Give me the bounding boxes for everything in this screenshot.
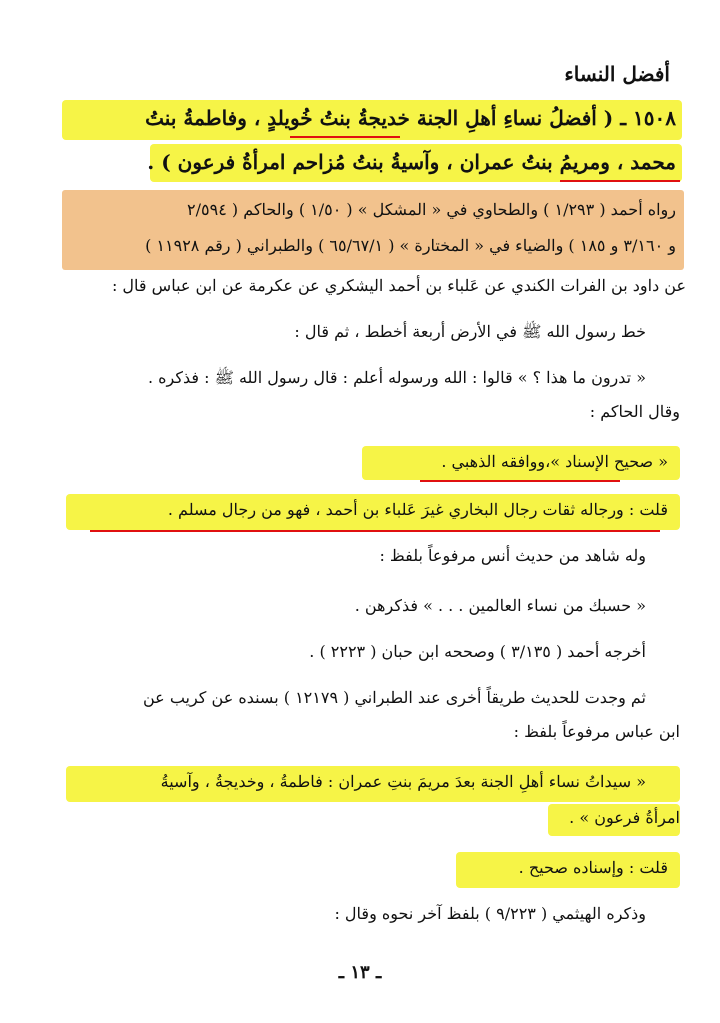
sahih-text: « صحيح الإسناد »،ووافقه الذهبي . — [441, 452, 668, 471]
underline-1 — [290, 136, 400, 138]
haythami-text: وذكره الهيثمي ( ٩/٢٢٣ ) بلفظ آخر نحوه وقال : — [334, 904, 646, 923]
page-number: ـ ١٣ ـ — [338, 962, 382, 983]
tadruna-text: « تدرون ما هذا ؟ » قالوا : الله ورسوله أعلم : قال رسول الله ﷺ : فذكره . — [147, 368, 646, 387]
hadith-line-2: محمد ، ومريمُ بنتُ عمران ، وآسيةُ بنتُ مُزاحم امرأةُ فرعون ) . — [147, 150, 676, 174]
takhrij-line-1: رواه أحمد ( ١/٢٩٣ ) والطحاوي في « المشكل » ( ١/٥٠ ) والحاكم ( ٢/٥٩٤ — [187, 200, 676, 219]
qultu2-text: قلت : وإسناده صحيح . — [518, 858, 668, 877]
hasbuka-text: « حسبك من نساء العالمين . . . » فذكرهن . — [354, 596, 646, 615]
isnad-text: عن داود بن الفرات الكندي عن عَلباء بن أحمد اليشكري عن عكرمة عن ابن عباس قال : — [111, 276, 686, 295]
takhrij-line-2: و ٣/١٦٠ و ١٨٥ ) والضياء في « المختارة » ( ٦٥/٦٧/١ ) والطبراني ( رقم ١١٩٢٨ ) — [145, 236, 676, 255]
sayyidat-line-1: « سيداتُ نساء أهلِ الجنة بعدَ مريمَ بنتِ عمران : فاطمةُ ، وخديجةُ ، وآسيةُ — [160, 772, 646, 791]
underline-3 — [420, 480, 620, 482]
thumma-line-2: ابن عباس مرفوعاً بلفظ : — [513, 722, 680, 741]
page-title: أفضل النساء — [564, 62, 670, 86]
shahid-text: وله شاهد من حديث أنس مرفوعاً بلفظ : — [379, 546, 646, 565]
underline-4 — [90, 530, 660, 532]
sayyidat-line-2: امرأةُ فرعون » . — [569, 808, 680, 827]
akhrajahu-text: أخرجه أحمد ( ٣/١٣٥ ) وصححه ابن حبان ( ٢٢٢٣ ) . — [309, 642, 646, 661]
qultu1-text: قلت : ورجاله ثقات رجال البخاري غيرَ عَلباء بن أحمد ، فهو من رجال مسلم . — [167, 500, 668, 519]
underline-2 — [560, 180, 680, 182]
hadith-line-1: ١٥٠٨ ـ ( أفضلُ نساءِ أهلِ الجنة خديجةُ بنتُ خُويلدٍ ، وفاطمةُ بنتُ — [145, 106, 676, 130]
thumma-line-1: ثم وجدت للحديث طريقاً أخرى عند الطبراني ( ١٢١٧٩ ) بسنده عن كريب عن — [143, 688, 646, 707]
khatta-text: خط رسول الله ﷺ في الأرض أربعة أخطط ، ثم قال : — [294, 322, 646, 341]
hakim-text: وقال الحاكم : — [589, 402, 680, 421]
